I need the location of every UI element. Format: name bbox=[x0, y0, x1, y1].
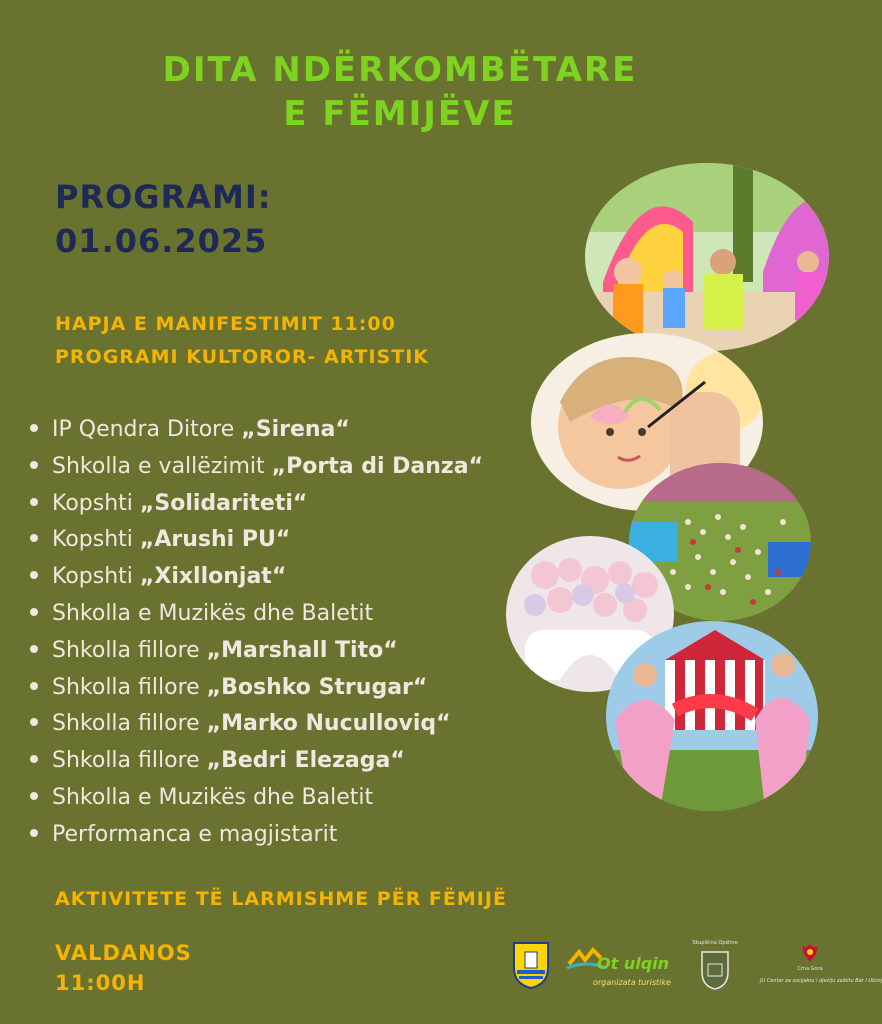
bullet-icon bbox=[30, 829, 38, 837]
list-item: Shkolla fillore „Boshko Strugar“ bbox=[30, 670, 483, 707]
ulcinj-coat-of-arms-icon bbox=[511, 940, 551, 990]
list-item: Shkolla fillore „Bedri Elezaga“ bbox=[30, 743, 483, 780]
montenegro-eagle-icon bbox=[800, 942, 820, 964]
list-item: IP Qendra Ditore „Sirena“ bbox=[30, 412, 483, 449]
municipality-crest-icon bbox=[700, 950, 730, 990]
program-date: 01.06.2025 bbox=[55, 222, 268, 260]
bullet-icon bbox=[30, 682, 38, 690]
list-item: Shkolla e Muzikës dhe Baletit bbox=[30, 780, 483, 817]
photo-inflatables bbox=[583, 162, 831, 352]
list-item: Shkolla e Muzikës dhe Baletit bbox=[30, 596, 483, 633]
list-item: Kopshti „Xixllonjat“ bbox=[30, 559, 483, 596]
municipality-logo bbox=[690, 940, 740, 995]
tourism-logo bbox=[567, 944, 677, 994]
cetinje-label: Crna Gora bbox=[797, 966, 823, 972]
opening-info bbox=[55, 308, 429, 374]
location-place: VALDANOS bbox=[55, 941, 192, 965]
tourism-subtitle: organizata turistike bbox=[593, 978, 671, 987]
event-title bbox=[110, 48, 690, 136]
program-label: PROGRAMI: bbox=[55, 178, 272, 216]
sponsor-logos bbox=[505, 940, 882, 1000]
list-item: Performanca e magjistarit bbox=[30, 817, 483, 854]
bullet-icon bbox=[30, 608, 38, 616]
bullet-icon bbox=[30, 461, 38, 469]
program-heading bbox=[55, 175, 272, 263]
center-caption: JU Centar za socijalnu i dječiju zaštitu Bar i Ulcinj bbox=[760, 978, 882, 984]
list-item: Kopshti „Arushi PU“ bbox=[30, 522, 483, 559]
list-item: Shkolla e vallëzimit „Porta di Danza“ bbox=[30, 449, 483, 486]
bullet-icon bbox=[30, 645, 38, 653]
bullet-icon bbox=[30, 755, 38, 763]
list-item: Shkolla fillore „Marko Nuculloviq“ bbox=[30, 706, 483, 743]
list-item: Shkolla fillore „Marshall Tito“ bbox=[30, 633, 483, 670]
location-time: 11:00H bbox=[55, 971, 146, 995]
activities-heading: AKTIVITETE TË LARMISHME PËR FËMIJË bbox=[55, 888, 507, 910]
bullet-icon bbox=[30, 718, 38, 726]
tourism-name: Ot ulqin bbox=[597, 954, 670, 973]
participants-list bbox=[30, 412, 483, 854]
bullet-icon bbox=[30, 534, 38, 542]
social-center-logo bbox=[760, 940, 882, 1000]
opening-time: HAPJA E MANIFESTIMIT 11:00 bbox=[55, 313, 396, 335]
bullet-icon bbox=[30, 571, 38, 579]
list-item: Kopshti „Solidariteti“ bbox=[30, 486, 483, 523]
event-title-line2: E FËMIJËVE bbox=[283, 94, 517, 134]
event-title-line1: DITA NDËRKOMBËTARE bbox=[162, 50, 638, 90]
bullet-icon bbox=[30, 498, 38, 506]
photo-performers bbox=[605, 620, 820, 812]
location-info bbox=[55, 938, 192, 998]
bullet-icon bbox=[30, 792, 38, 800]
municipality-label: Skupština Opštine bbox=[692, 940, 738, 946]
cultural-program: PROGRAMI KULTOROR- ARTISTIK bbox=[55, 346, 429, 368]
bullet-icon bbox=[30, 424, 38, 432]
